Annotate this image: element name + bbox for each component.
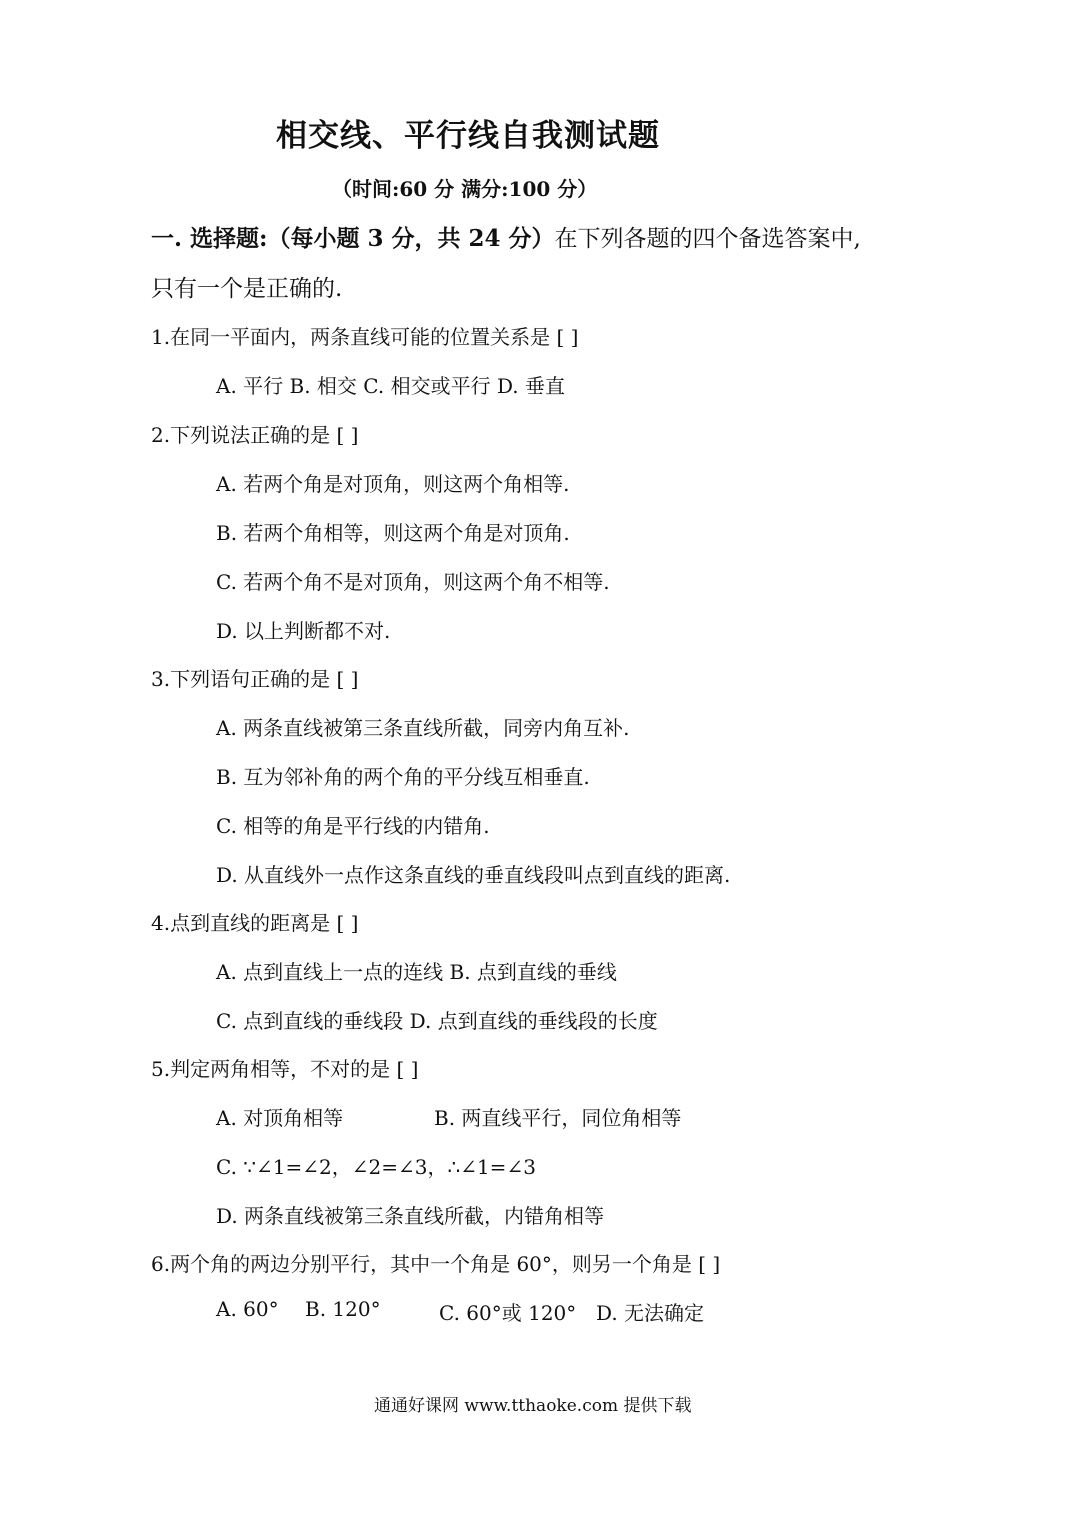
question-6-option-d: D. 无法确定 — [596, 1301, 705, 1325]
question-3-option-b: B. 互为邻补角的两个角的平分线互相垂直. — [216, 765, 590, 789]
question-2-option-c: C. 若两个角不是对顶角，则这两个角不相等. — [216, 570, 610, 594]
question-6-option-a: A. 60° — [216, 1297, 279, 1321]
section-heading-instructions: 在下列各题的四个备选答案中, — [554, 226, 861, 252]
question-3-stem: 3.下列语句正确的是 [ ] — [151, 667, 359, 691]
footer-source: 通通好课网 www.tthaoke.com 提供下载 — [374, 1396, 692, 1416]
question-6-stem: 6.两个角的两边分别平行，其中一个角是 60°，则另一个角是 [ ] — [151, 1252, 721, 1276]
question-4-stem: 4.点到直线的距离是 [ ] — [151, 911, 359, 935]
question-2-stem: 2.下列说法正确的是 [ ] — [151, 423, 359, 447]
question-6-option-b: B. 120° — [305, 1297, 381, 1321]
question-5-stem: 5.判定两角相等，不对的是 [ ] — [151, 1057, 419, 1081]
question-5-option-d: D. 两条直线被第三条直线所截，内错角相等 — [216, 1204, 605, 1228]
question-3-option-d: D. 从直线外一点作这条直线的垂直线段叫点到直线的距离. — [216, 863, 731, 887]
section-heading-line2: 只有一个是正确的. — [151, 276, 343, 302]
question-4-options-ab: A. 点到直线上一点的连线 B. 点到直线的垂线 — [216, 960, 617, 984]
section-heading — [151, 220, 861, 253]
question-5-option-a: A. 对顶角相等 — [216, 1106, 344, 1130]
time-score-info: （时间:60 分 满分:100 分） — [332, 177, 598, 201]
question-1-stem: 1.在同一平面内，两条直线可能的位置关系是 [ ] — [151, 325, 579, 349]
question-3-option-a: A. 两条直线被第三条直线所截，同旁内角互补. — [216, 716, 630, 740]
question-2-option-a: A. 若两个角是对顶角，则这两个角相等. — [216, 472, 570, 496]
question-6-option-c: C. 60°或 120° — [439, 1301, 577, 1325]
question-5-option-c: C. ∵∠1=∠2，∠2=∠3，∴∠1=∠3 — [216, 1155, 536, 1179]
page-title: 相交线、平行线自我测试题 — [276, 118, 660, 154]
question-2-option-b: B. 若两个角相等，则这两个角是对顶角. — [216, 521, 570, 545]
question-4-options-cd: C. 点到直线的垂线段 D. 点到直线的垂线段的长度 — [216, 1009, 658, 1033]
section-heading-bold: 一. 选择题:（每小题 3 分，共 24 分） — [151, 225, 555, 252]
question-3-option-c: C. 相等的角是平行线的内错角. — [216, 814, 490, 838]
question-2-option-d: D. 以上判断都不对. — [216, 619, 391, 643]
question-1-options: A. 平行 B. 相交 C. 相交或平行 D. 垂直 — [216, 374, 565, 398]
question-5-option-b: B. 两直线平行，同位角相等 — [434, 1106, 682, 1130]
